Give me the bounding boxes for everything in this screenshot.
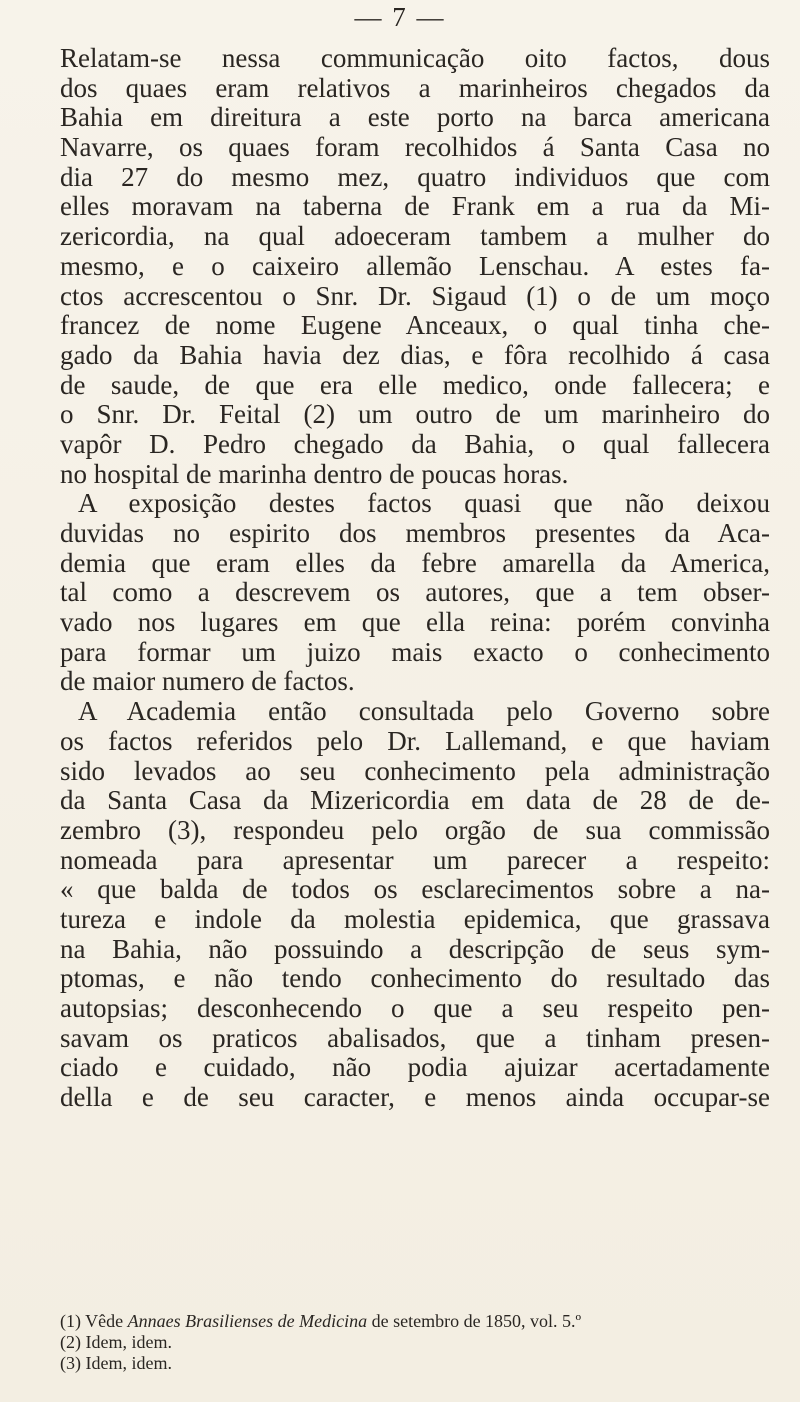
text-line: vado nos lugares em que ella reina: porém convinha: [60, 607, 770, 638]
footnote-2: (2) Idem, idem.: [60, 1332, 172, 1352]
text-line: mesmo, e o caixeiro allemão Lenschau. A estes fa-: [60, 250, 770, 281]
text-line: savam os praticos abalisados, que a tinham presen-: [60, 1022, 770, 1053]
text-line: demia que eram elles da febre amarella da America,: [60, 547, 770, 578]
text-line: nomeada para apresentar um parecer a respeito:: [60, 844, 770, 875]
footnotes: [60, 1311, 770, 1374]
text-line: da Santa Casa da Mizericordia em data de 28 de de-: [60, 785, 770, 816]
text-line: dos quaes eram relativos a marinheiros chegados da: [60, 72, 770, 103]
text-line: autopsias; desconhecendo o que a seu respeito pen-: [60, 993, 770, 1023]
text-line: Relatam-se nessa communicação oito factos, dous: [60, 43, 770, 73]
text-line: zericordia, na qual adoeceram tambem a mulher do: [60, 221, 770, 252]
footnote-1-prefix: (1) Vêde: [60, 1311, 128, 1331]
text-line: de saude, de que era elle medico, onde fallecera; e: [60, 369, 770, 400]
text-line: « que balda de todos os esclarecimentos sobre a na-: [60, 874, 770, 905]
text-line: os factos referidos pelo Dr. Lallemand, e que haviam: [60, 725, 770, 756]
text-line: Navarre, os quaes foram recolhidos á Santa Casa no: [60, 132, 770, 163]
body-text: [60, 44, 770, 1113]
footnote-1-journal-title: Annaes Brasilienses de Medicina: [127, 1311, 368, 1331]
text-line: della e de seu caracter, e menos ainda occupar-se: [60, 1082, 770, 1113]
text-line: ciado e cuidado, não podia ajuizar acertadamente: [60, 1052, 770, 1083]
text-line: sido levados ao seu conhecimento pela administração: [60, 755, 770, 786]
footnote-3: (3) Idem, idem.: [60, 1353, 172, 1373]
text-line: tureza e indole da molestia epidemica, que grassava: [60, 903, 770, 934]
text-line: elles moravam na taberna de Frank em a rua da Mi-: [60, 191, 770, 222]
text-line: dia 27 do mesmo mez, quatro individuos que com: [60, 161, 770, 192]
text-line: Bahia em direitura a este porto na barca americana: [60, 102, 770, 133]
text-line: para formar um juizo mais exacto o conhecimento: [60, 636, 770, 667]
text-line: gado da Bahia havia dez dias, e fôra recolhido á casa: [60, 339, 770, 370]
footnote-1: [60, 1311, 770, 1332]
text-line: no hospital de marinha dentro de poucas horas.: [60, 458, 569, 489]
text-line: o Snr. Dr. Feital (2) um outro de um marinheiro do: [60, 399, 770, 430]
text-line: A exposição destes factos quasi que não deixou: [78, 488, 770, 519]
text-line: francez de nome Eugene Anceaux, o qual tinha che-: [60, 310, 770, 341]
text-line: duvidas no espirito dos membros presentes da Aca-: [60, 518, 770, 548]
text-line: tal como a descrevem os autores, que a tem obser-: [60, 577, 770, 608]
text-line: na Bahia, não possuindo a descripção de seus sym-: [60, 933, 770, 964]
text-line: A Academia então consultada pelo Governo sobre: [78, 696, 770, 727]
text-line: de maior numero de factos.: [60, 666, 355, 697]
text-line: zembro (3), respondeu pelo orgão de sua commissão: [60, 814, 770, 845]
text-line: ptomas, e não tendo conhecimento do resultado das: [60, 963, 770, 994]
page-number: — 7 —: [354, 2, 446, 32]
footnote-1-suffix: de setembro de 1850, vol. 5.º: [367, 1311, 582, 1331]
text-line: vapôr D. Pedro chegado da Bahia, o qual fallecera: [60, 428, 770, 459]
text-line: ctos accrescentou o Snr. Dr. Sigaud (1) o de um moço: [60, 280, 770, 311]
